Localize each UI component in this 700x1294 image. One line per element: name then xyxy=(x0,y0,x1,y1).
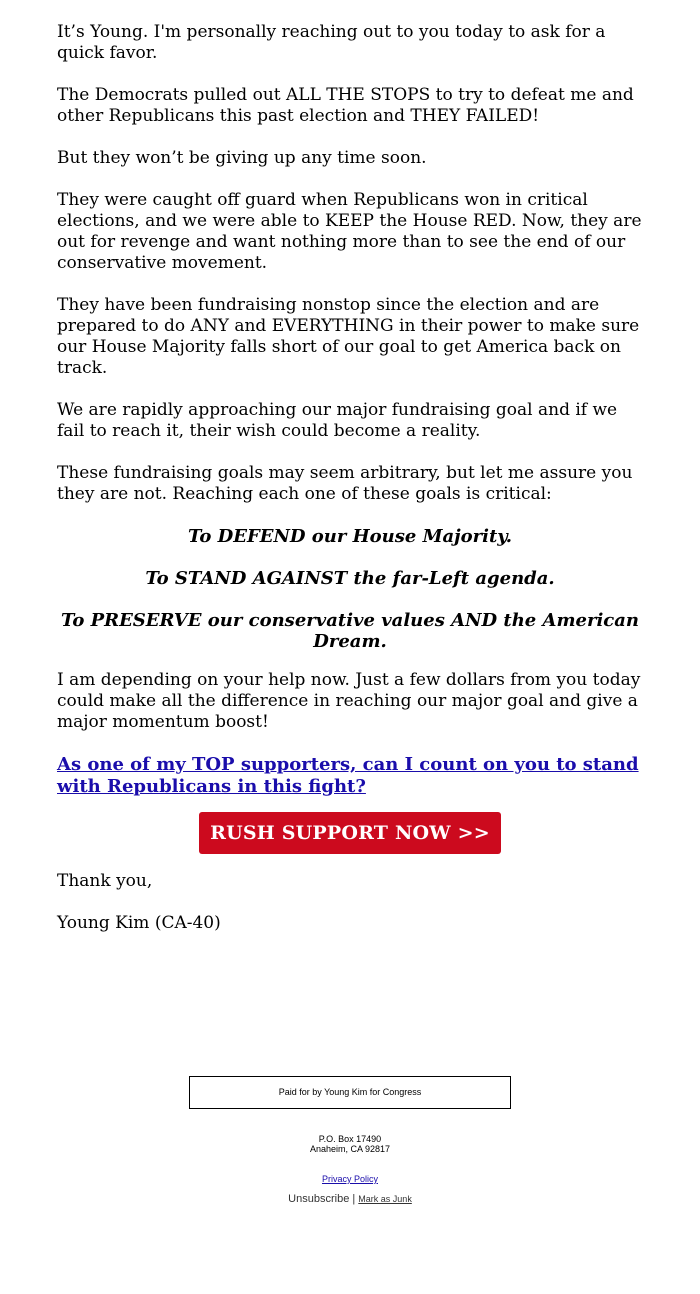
footer-separator: | xyxy=(352,1193,356,1205)
email-body xyxy=(57,22,643,955)
privacy-policy-link[interactable]: Privacy Policy xyxy=(321,1174,378,1184)
paragraph-caught-off-guard: They were caught off guard when Republicans won in critical elections, and we were able to KEEP the House RED. Now, they are out for revenge and want nothing more than to see the end of our conservative movement. xyxy=(57,190,642,273)
paragraph-goals-critical: These fundraising goals may seem arbitrary, but let me assure you they are not. Reaching each one of these goals is critical: xyxy=(57,463,633,504)
unsubscribe-row xyxy=(0,1193,700,1205)
paid-for-disclaimer: Paid for by Young Kim for Congress xyxy=(189,1076,511,1109)
paragraph-not-giving-up: But they won’t be giving up any time soon. xyxy=(57,148,427,168)
paragraph-greeting: It’s Young. I'm personally reaching out to you today to ask for a quick favor. xyxy=(57,22,606,63)
goal-defend-majority: To DEFEND our House Majority. xyxy=(188,526,512,547)
paragraph-appeal: I am depending on your help now. Just a few dollars from you today could make all the difference in reaching our major goal and give a major momentum boost! xyxy=(57,670,641,732)
address-line-2: Anaheim, CA 92817 xyxy=(309,1144,391,1154)
unsubscribe-link[interactable]: Unsubscribe xyxy=(288,1193,350,1205)
paragraph-approaching-goal: We are rapidly approaching our major fundraising goal and if we fail to reach it, their wish could become a reality. xyxy=(57,400,618,441)
paragraph-democrats-failed: The Democrats pulled out ALL THE STOPS to try to defeat me and other Republicans this past election and THEY FAILED! xyxy=(57,85,634,126)
cta-button-wrap xyxy=(57,812,643,854)
paragraph-fundraising-nonstop: They have been fundraising nonstop since the election and are prepared to do ANY and EVERYTHING in their power to make sure our House Majority falls short of our goal to get America back on track. xyxy=(57,295,640,378)
cta-link-wrap xyxy=(57,754,643,798)
privacy-row xyxy=(0,1174,700,1184)
closing-text: Thank you, xyxy=(57,871,153,891)
supporter-cta-link[interactable]: As one of my TOP supporters, can I count on you to stand with Republicans in this fight? xyxy=(57,754,639,797)
mailing-address xyxy=(0,1134,700,1154)
rush-support-button[interactable]: RUSH SUPPORT NOW >> xyxy=(199,812,501,854)
mark-as-junk-link[interactable]: Mark as Junk xyxy=(358,1194,412,1204)
goal-stand-against: To STAND AGAINST the far-Left agenda. xyxy=(145,568,555,589)
address-line-1: P.O. Box 17490 xyxy=(318,1134,382,1144)
email-footer xyxy=(0,1076,700,1205)
signature: Young Kim (CA-40) xyxy=(57,913,221,933)
goal-preserve-values: To PRESERVE our conservative values AND the American Dream. xyxy=(60,610,640,652)
